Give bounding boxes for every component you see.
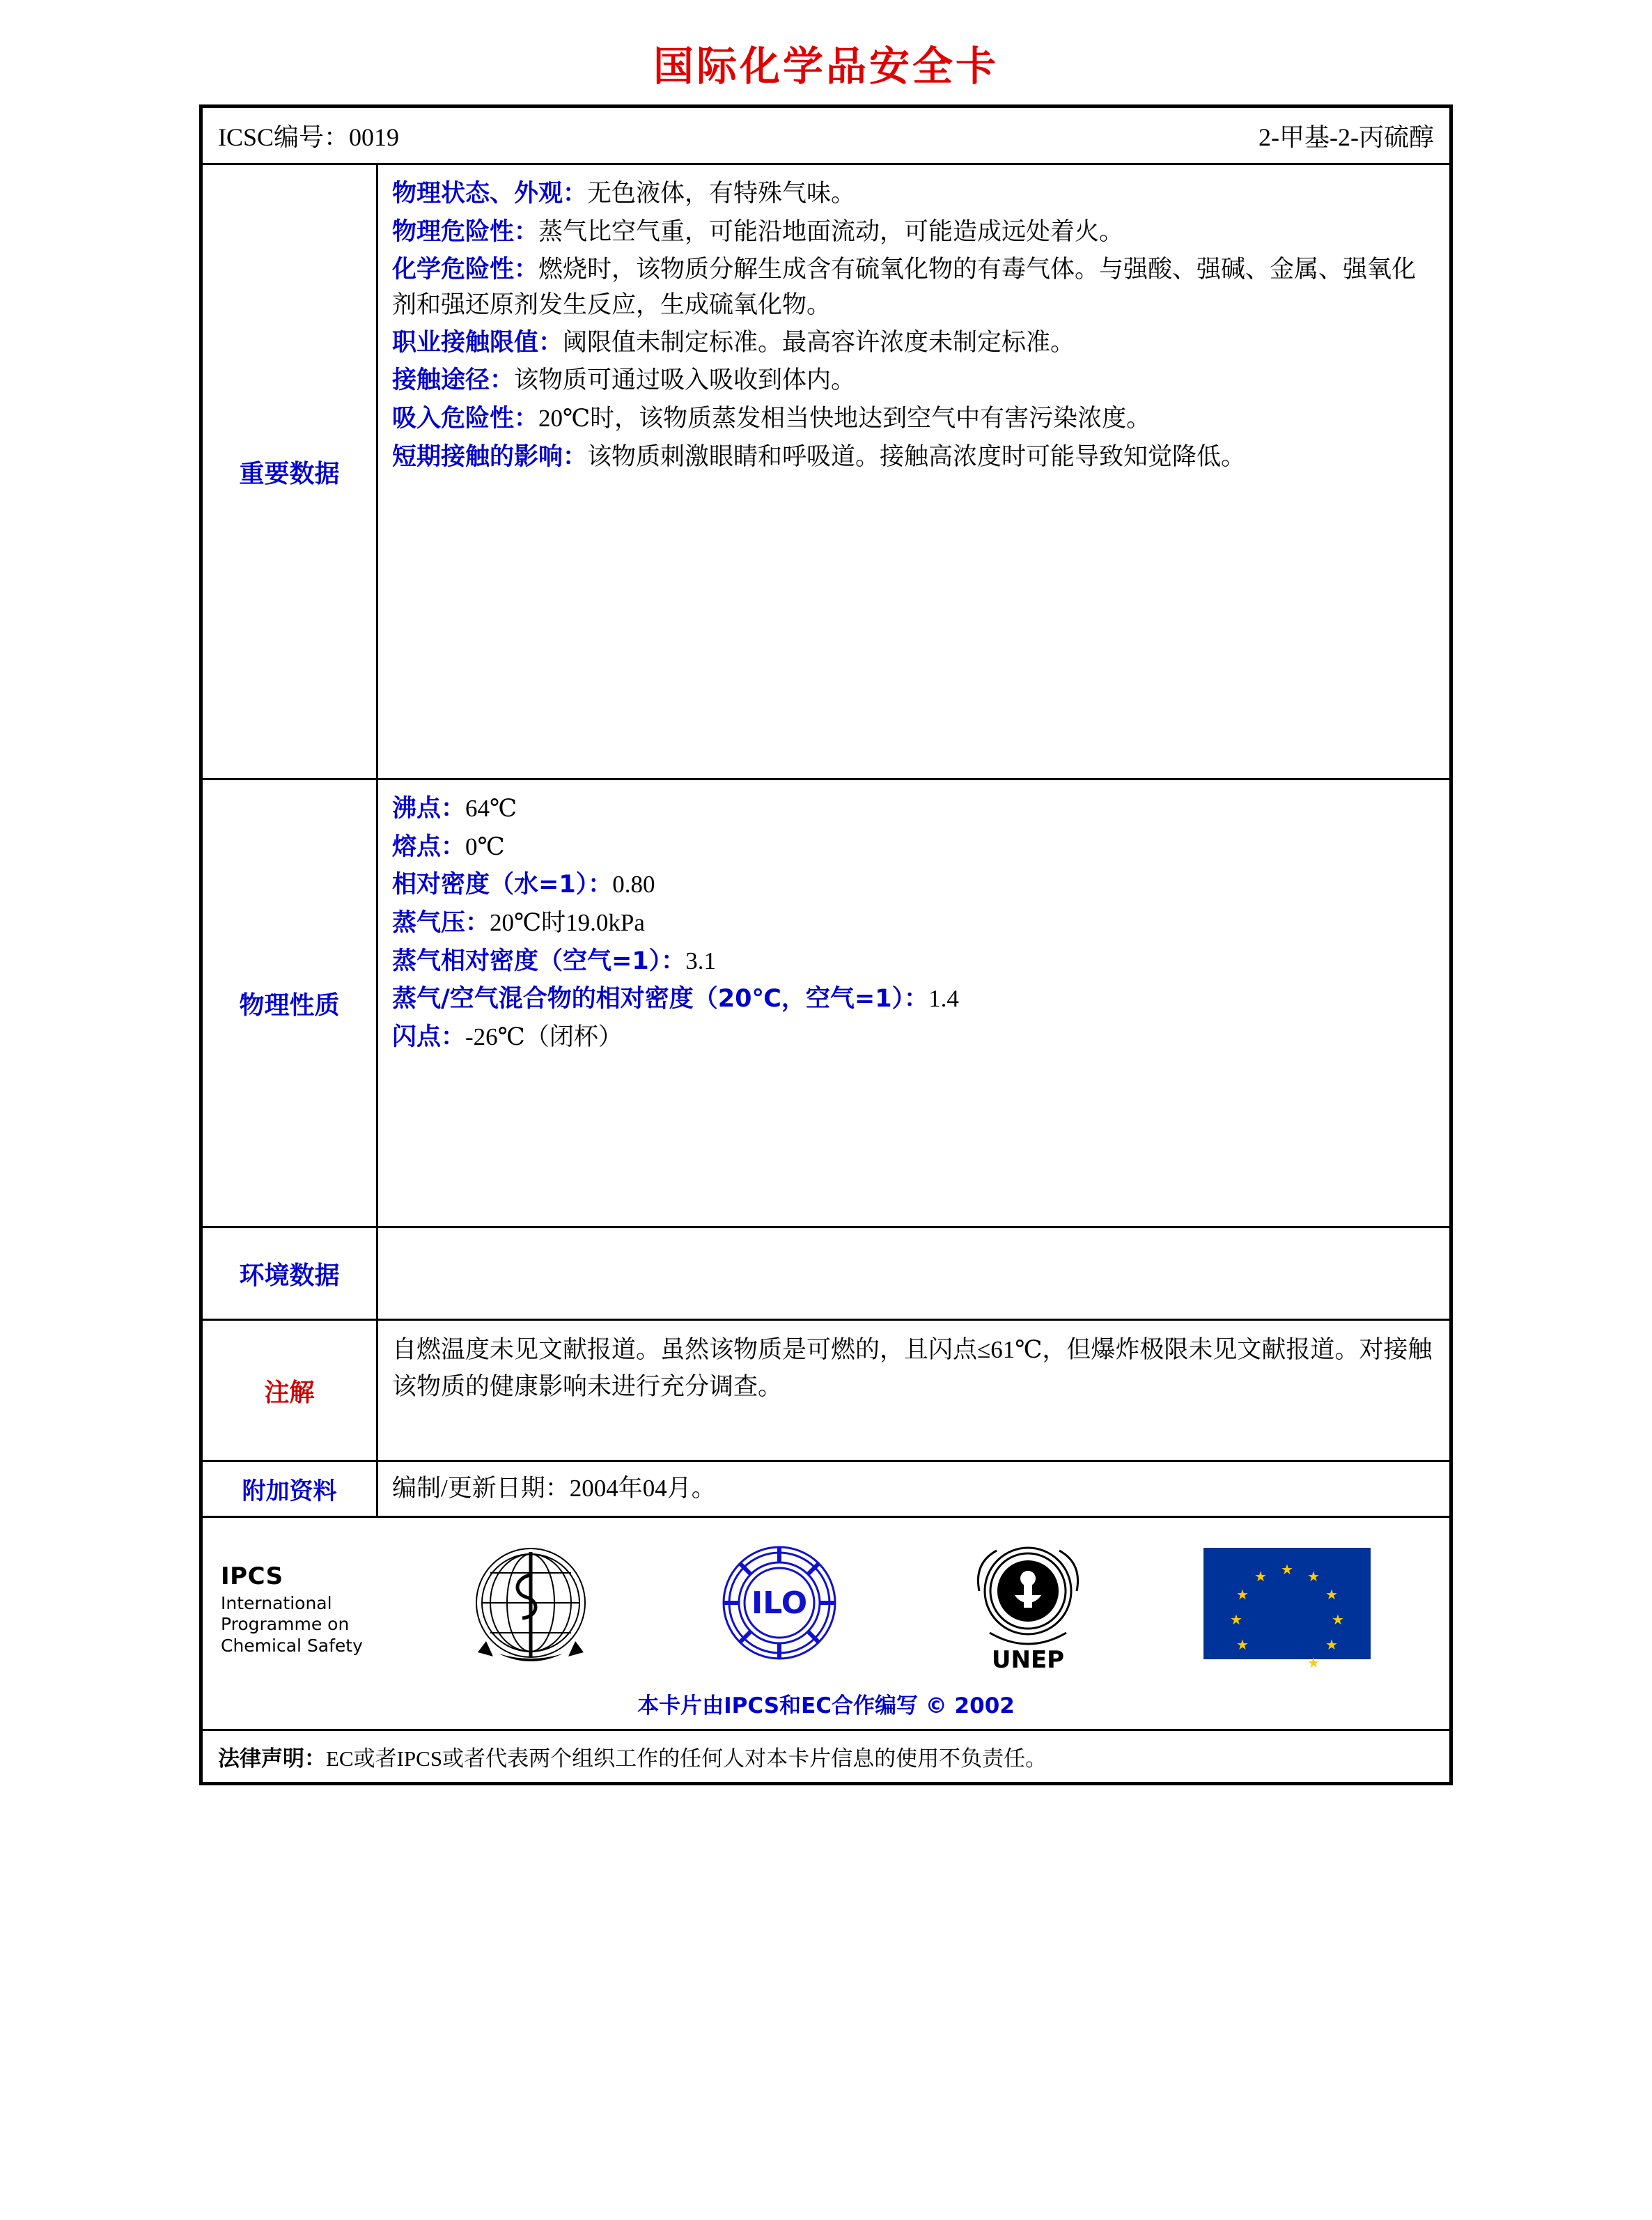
legal-label: 法律声明： [218, 1746, 326, 1771]
section-label-environmental-data: 环境数据 [203, 1228, 378, 1319]
svg-text:UNEP: UNEP [991, 1645, 1064, 1674]
entry-vapour-air-mixture-density [392, 981, 1435, 1017]
entry-boiling-point [392, 791, 1435, 827]
entry-flash-point [392, 1020, 1435, 1055]
entry-value: 0.80 [612, 871, 655, 899]
section-notes [203, 1321, 1449, 1462]
unep-logo [955, 1535, 1101, 1675]
entry-vapour-pressure [392, 906, 1435, 941]
entry-routes-of-exposure [392, 363, 1435, 398]
icsc-label: ICSC编号： [218, 123, 350, 151]
section-label-notes: 注解 [203, 1321, 378, 1460]
entry-melting-point [392, 830, 1435, 865]
card-header-row [203, 108, 1449, 165]
footer-logos-row [203, 1518, 1449, 1731]
section-environmental-data [203, 1228, 1449, 1321]
entry-key: 相对密度（水=1）： [392, 871, 613, 899]
entry-value: 阈限值未制定标准。最高容许浓度未制定标准。 [563, 328, 1075, 356]
svg-text:★: ★ [1229, 1612, 1242, 1628]
entry-key: 熔点： [392, 832, 466, 861]
ipcs-block [203, 1553, 378, 1657]
entry-value: 无色液体，有特殊气味。 [587, 180, 856, 207]
icsc-number-block [218, 118, 399, 153]
section-label-physical-properties: 物理性质 [203, 780, 378, 1226]
section-label-additional-info: 附加资料 [203, 1462, 378, 1516]
entry-value: 该物质刺激眼睛和呼吸道。接触高浓度时可能导致知觉降低。 [587, 442, 1246, 470]
entry-key: 物理危险性： [392, 217, 539, 246]
icsc-number: 0019 [349, 123, 400, 151]
section-content-environmental-data [378, 1228, 1449, 1319]
section-label-important-data: 重要数据 [203, 165, 378, 778]
section-additional-info [203, 1462, 1449, 1518]
eu-flag [1203, 1548, 1371, 1671]
entry-vapour-relative-density [392, 944, 1435, 979]
entry-key: 职业接触限值： [392, 328, 563, 357]
svg-text:★: ★ [1325, 1637, 1338, 1653]
legal-notice [203, 1731, 1062, 1782]
entry-inhalation-risk [392, 401, 1435, 437]
entry-key: 闪点： [392, 1023, 466, 1052]
credit-text: 本卡片由IPCS和EC合作编写 © 2002 [637, 1693, 1015, 1718]
svg-text:★: ★ [1236, 1587, 1249, 1603]
section-important-data [203, 165, 1449, 780]
safety-card [199, 104, 1453, 1785]
entry-relative-density [392, 867, 1435, 903]
who-logo [458, 1535, 604, 1675]
entry-value: 3.1 [685, 947, 716, 975]
legal-text: EC或者IPCS或者代表两个组织工作的任何人对本卡片信息的使用不负责任。 [326, 1746, 1047, 1771]
section-content-additional-info: 编制/更新日期：2004年04月。 [392, 1475, 716, 1502]
section-physical-properties [203, 780, 1449, 1228]
svg-text:★: ★ [1236, 1637, 1249, 1653]
entry-value: -26℃（闭杯） [465, 1023, 623, 1051]
entry-physical-state [392, 176, 1435, 212]
entry-value: 1.4 [928, 985, 959, 1013]
svg-text:★: ★ [1280, 1562, 1293, 1578]
entry-value: 20℃时19.0kPa [490, 909, 645, 937]
entry-value: 蒸气比空气重，可能沿地面流动，可能造成远处着火。 [538, 217, 1124, 245]
section-content-physical-properties [378, 780, 1449, 1226]
entry-key: 化学危险性： [392, 256, 539, 284]
entry-short-term-effects [392, 440, 1435, 475]
entry-value: 该物质可通过吸入吸收到体内。 [514, 366, 856, 394]
entry-key: 蒸气/空气混合物的相对密度（20℃，空气=1）： [392, 985, 929, 1014]
svg-text:★: ★ [1254, 1569, 1267, 1585]
entry-value: 0℃ [465, 832, 505, 860]
entry-key: 接触途径： [392, 366, 515, 395]
page-title: 国际化学品安全卡 [653, 42, 999, 90]
entry-key: 吸入危险性： [392, 405, 539, 433]
card-header [203, 108, 1449, 163]
section-content-important-data [378, 165, 1449, 778]
entry-value: 燃烧时，该物质分解生成含有硫氧化物的有毒气体。与强酸、强碱、金属、强氧化剂和强还原剂发生反应，生成硫氧化物。 [392, 256, 1417, 319]
entry-chemical-dangers [392, 252, 1435, 322]
section-content-notes: 自燃温度未见文献报道。虽然该物质是可燃的，且闪点≤61℃，但爆炸极限未见文献报道。对接触该物质的健康影响未进行充分调查。 [392, 1336, 1433, 1400]
entry-key: 沸点： [392, 795, 466, 823]
entry-exposure-limits [392, 325, 1435, 361]
logo-strip [203, 1518, 1449, 1685]
entry-value: 64℃ [465, 795, 517, 822]
ipcs-description: International Programme on Chemical Safety [221, 1592, 363, 1656]
entry-value: 20℃时，该物质蒸发相当快地达到空气中有害污染浓度。 [538, 405, 1151, 433]
svg-text:ILO: ILO [751, 1585, 807, 1621]
ipcs-name: IPCS [221, 1562, 283, 1590]
svg-text:★: ★ [1331, 1612, 1344, 1628]
substance-name: 2-甲基-2-丙硫醇 [1259, 123, 1434, 151]
svg-text:★: ★ [1325, 1587, 1338, 1603]
svg-text:★: ★ [1307, 1569, 1320, 1585]
entry-key: 蒸气相对密度（空气=1）： [392, 947, 686, 975]
ilo-logo [706, 1535, 852, 1675]
svg-text:★: ★ [1307, 1655, 1320, 1671]
logo-area [378, 1535, 1449, 1675]
entry-key: 短期接触的影响： [392, 442, 588, 471]
entry-physical-dangers [392, 215, 1435, 250]
entry-key: 蒸气压： [392, 909, 490, 938]
legal-row [203, 1731, 1449, 1782]
entry-key: 物理状态、外观： [392, 180, 588, 208]
